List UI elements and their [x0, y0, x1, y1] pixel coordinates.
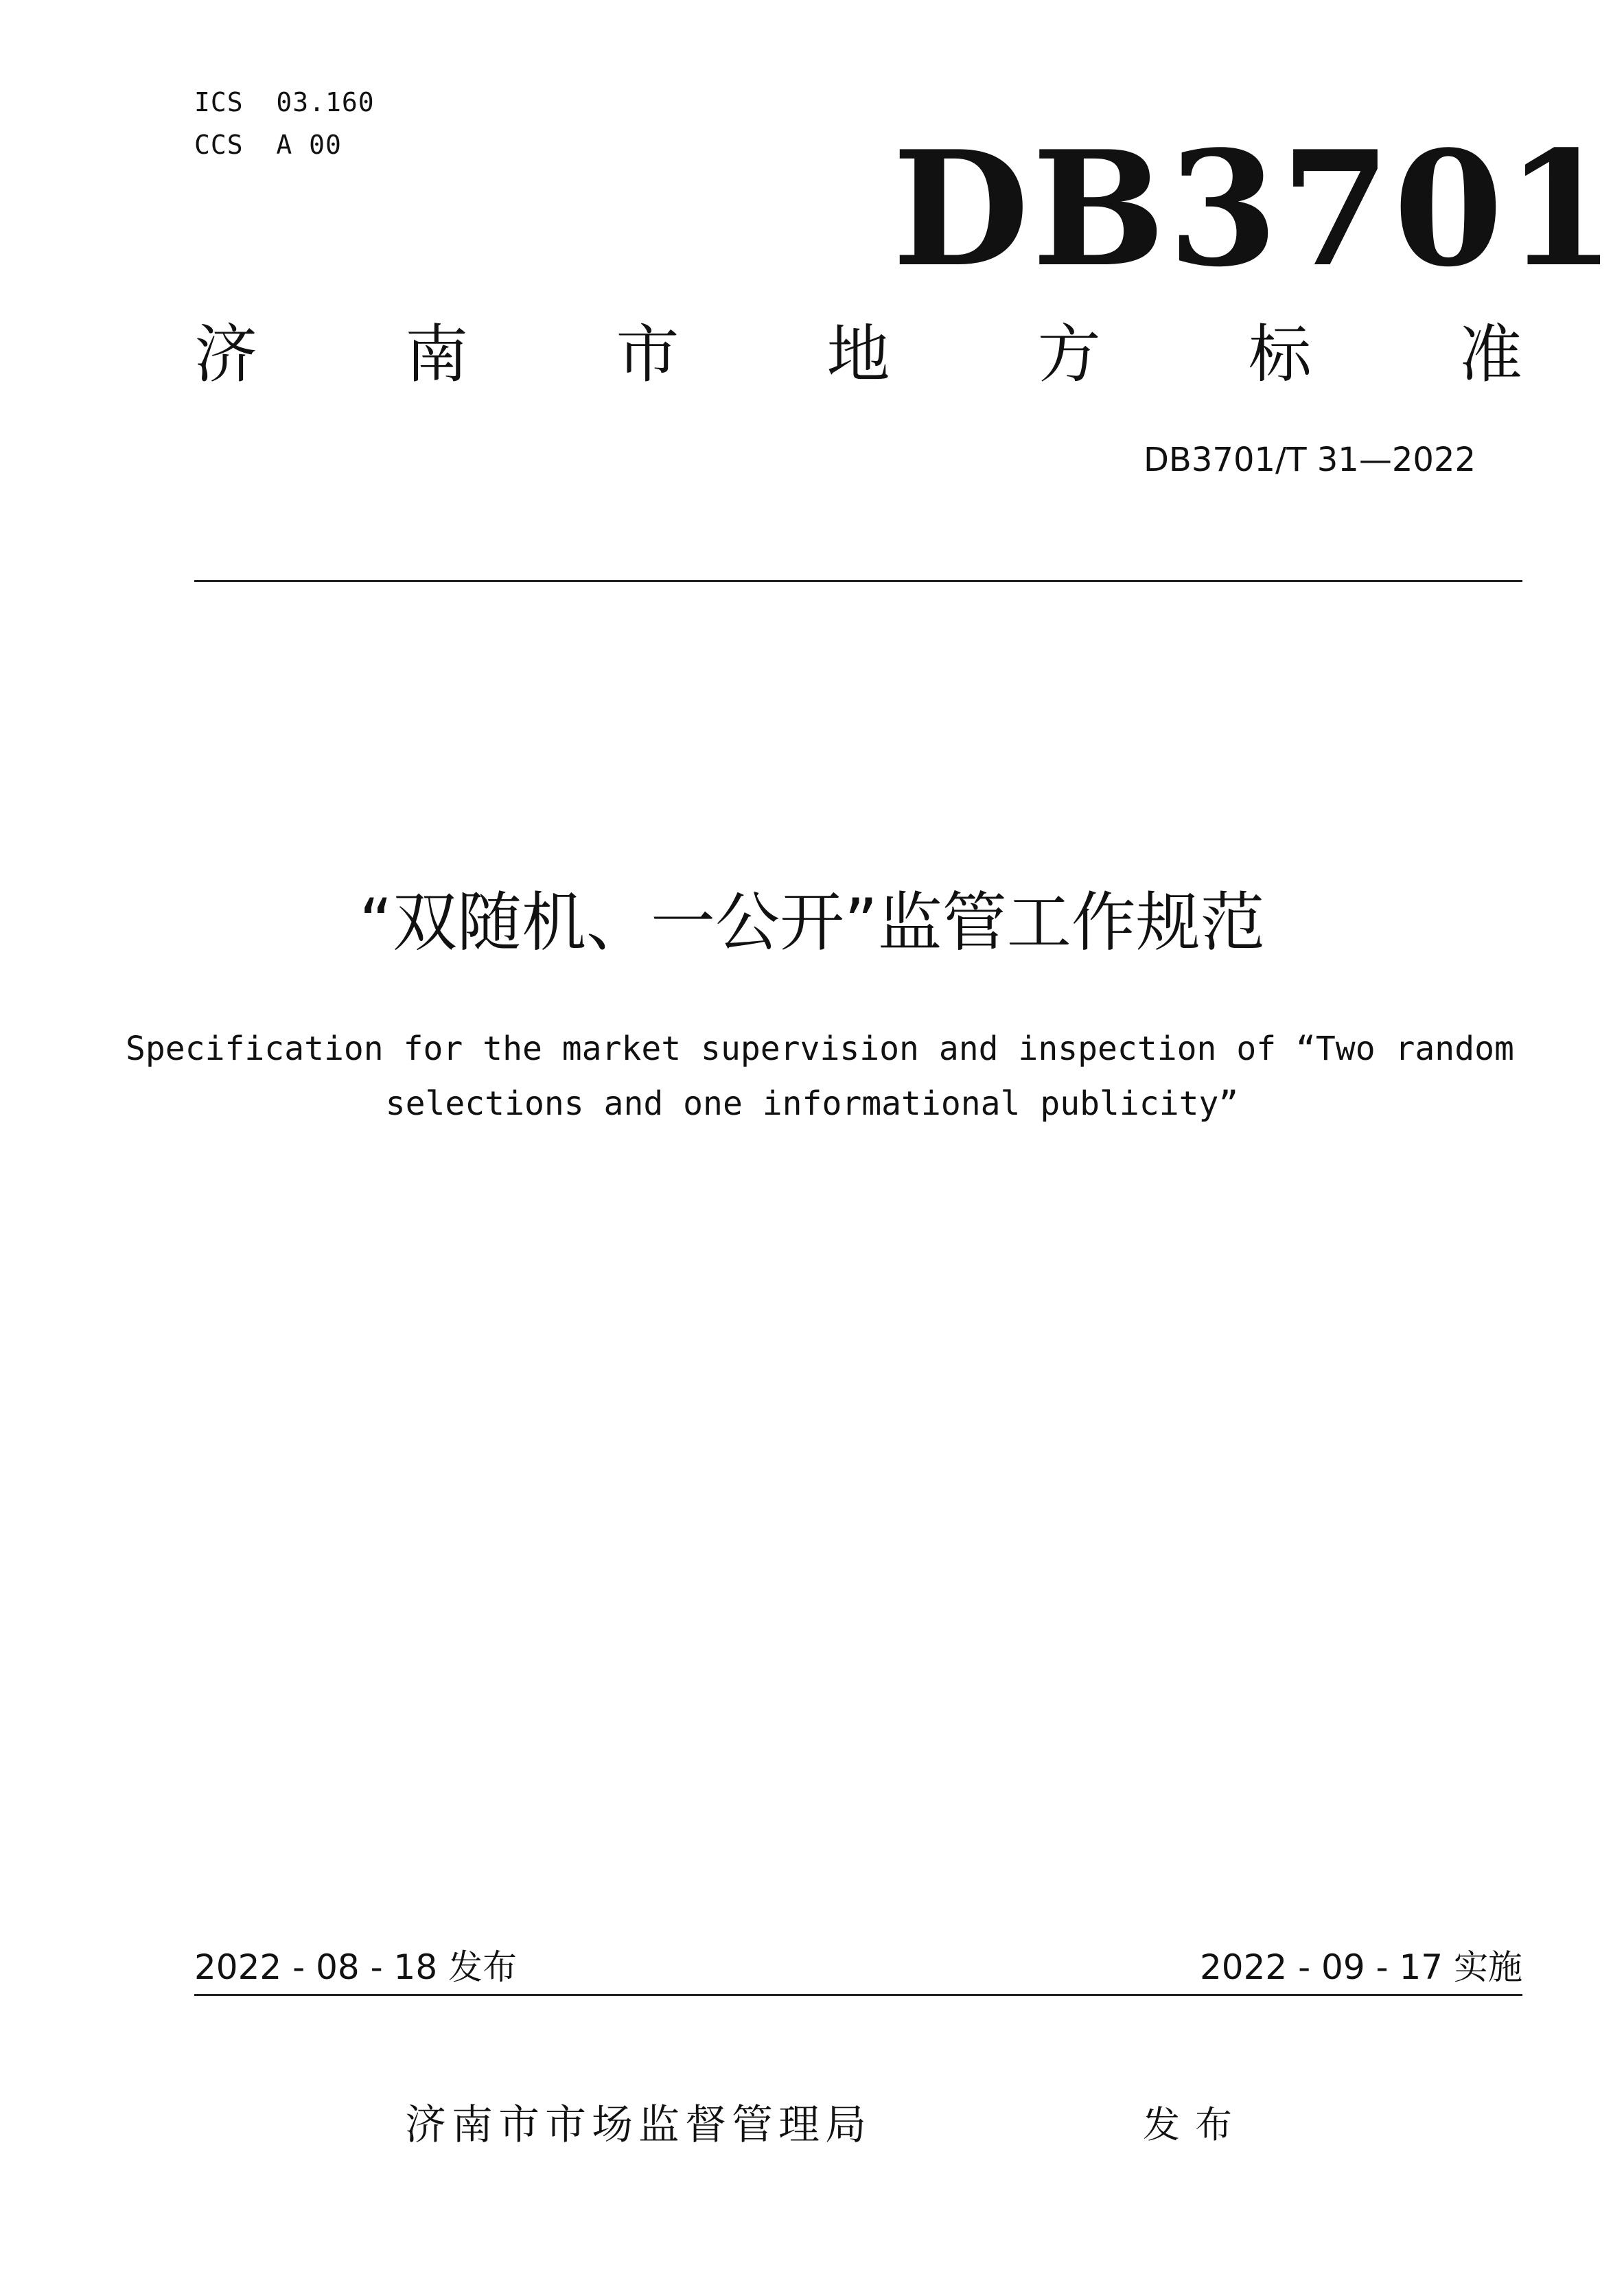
- standard-type-char: 准: [1459, 318, 1522, 391]
- standard-type-char: 方: [1037, 318, 1101, 391]
- standard-type-char: 济: [194, 318, 258, 391]
- ccs-code: CCS A 00: [194, 130, 342, 160]
- english-title-line-2: selections and one informational publicity”: [385, 1085, 1239, 1123]
- classification-codes: [194, 81, 375, 166]
- implementation-date: 2022 - 09 - 17 实施: [1199, 1947, 1522, 1987]
- publisher-name: 济南市市场监督管理局: [405, 2101, 872, 2149]
- standard-type-char: 市: [616, 318, 680, 391]
- publish-label: 发布: [1143, 2103, 1247, 2146]
- top-divider: [194, 580, 1522, 582]
- standard-type-char: 标: [1248, 318, 1312, 391]
- issue-date: 2022 - 08 - 18 发布: [194, 1947, 518, 1987]
- standard-type-char: 南: [405, 318, 469, 391]
- standard-logo: DB3701: [892, 117, 1619, 302]
- standard-type-heading: [194, 317, 1522, 393]
- standard-type-char: 地: [826, 318, 890, 391]
- bottom-divider: [194, 1994, 1522, 1996]
- chinese-title: “双随机、一公开”监管工作规范: [359, 885, 1265, 960]
- ics-code: ICS 03.160: [194, 87, 375, 117]
- standard-number: DB3701/T 31—2022: [1143, 441, 1476, 479]
- english-title-line-1: Specification for the market supervision and inspection of “Two random: [126, 1030, 1514, 1068]
- english-title: [126, 1021, 1514, 1131]
